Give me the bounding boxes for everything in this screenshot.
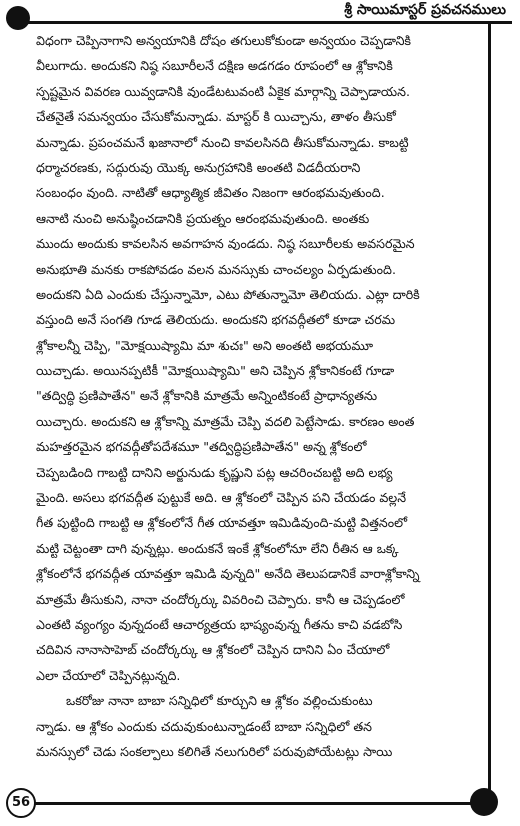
text-line: అనుభూతి మనకు రాకపోవడం వలన మనస్సుకు చాంచల్యం ఏర్పడుతుంది. (36, 261, 396, 277)
text-line: చేతనైతే సమన్వయం చేసుకోమన్నాడు. మాస్టర్ కి యిచ్చాను, తాళం తీసుకో (36, 109, 396, 125)
right-margin-rule (488, 22, 491, 800)
text-line: మైంది. అసలు భగవద్గీత పుట్టుకే అది. ఆ శ్లోకంలో చెప్పిన పని చేయడం వల్లనే (36, 490, 407, 506)
text-line: విధంగా చెప్పినాగాని అన్వయానికి దోషం తగులుకోకుండా అన్వయం చెప్పడానికి (36, 33, 412, 48)
text-line: స్పష్టమైన వివరణ యివ్వడానికి వుండేటటువంటి ఏకైక మార్గాన్ని చెప్పాడాయన. (36, 83, 410, 99)
text-line: న్నాడు. ఆ శ్లోకం ఎందుకు చదువుకుంటున్నాడంటే బాబా సన్నిధిలో తన (36, 718, 373, 734)
body-text (36, 28, 484, 764)
text-line: గీత పుట్టింది గాబట్టి ఆ శ్లోకంలోనే గీత యావత్తూ ఇమిడివుంది-మట్టి విత్తనంలో (36, 515, 408, 531)
text-line: మట్టి చెట్టంతా దాగి వున్నట్లు. అందుకనే ఇంకే శ్లోకంలోనూ లేని రీతిన ఆ ఒక్క (36, 540, 399, 556)
paragraph-first-line: ఒకరోజు నానా బాబా సన్నిధిలో కూర్చుని ఆ శ్లోకం వల్లించుకుంటు (66, 693, 373, 709)
text-line: ఎంతటి వ్యంగ్యం వున్నదంటే ఆచార్యత్రయ భాష్యంవున్న గీతను కాచి వడబోసి (36, 616, 403, 632)
page-number-badge: 56 (6, 788, 36, 818)
text-line: మాత్రమే తీసుకుని, నానా చందోర్కర్కు వివరించి చెప్పారు. కానీ ఆ చెప్పడంలో (36, 591, 405, 607)
text-line: సంబంధం వుంది. నాటితో ఆధ్యాత్మిక జీవితం నిజంగా ఆరంభమవుతుంది. (36, 185, 385, 201)
text-line: వస్తుంది అనే సంగతి గూడ తెలియదు. అందుకని భగవద్గీతలో కూడా చరమ (36, 312, 396, 328)
text-line: ముందు అందుకు కావలసిన అవగాహన వుండదు. నిష్ఠ సబూరీలకు అవసరమైన (36, 236, 415, 252)
text-line: "తద్విద్ధి ప్రణిపాతేన" అనే శ్లోకానికి మాత్రమే అన్నింటికంటే ప్రాధాన్యతను (36, 388, 378, 404)
header-rule (20, 21, 512, 24)
text-line: మన్నాడు. ప్రపంచమనే ఖజానాలో నుంచి కావలసినది తీసుకోమన్నాడు. కాబట్టి (36, 134, 409, 150)
text-line: శ్లోకాలన్నీ చెప్పి, "మోక్షయిష్యామి మా శుచః" అని అంతటి అభయమూ (36, 337, 374, 353)
text-line: యిచ్చాడు. అయినప్పటికీ "మోక్షయిష్యామి" అని చెప్పిన శ్లోకానికంటే గూడా (36, 363, 395, 379)
header-bullet-dot (6, 6, 30, 30)
text-line: ధర్మాచరణకు, సద్గురువు యొక్క అనుగ్రహానికి అంతటి విడదీయరాని (36, 159, 361, 175)
text-line: యిచ్చారు. అందుకని ఆ శ్లోకాన్ని మాత్రమే చెప్పి వదలి పెట్టేసాడు. కారణం అంత (36, 413, 415, 429)
text-line: శ్లోకంలోనే భగవద్గీత యావత్తూ ఇమిడి వున్నది" అనేది తెలుపడానికే వారాశ్లోకాన్ని (36, 566, 420, 582)
footer-bullet-dot (470, 788, 498, 816)
running-title: శ్రీ సాయిమాస్టర్ ప్రవచనములు (344, 2, 506, 18)
text-line: ఆనాటి నుంచి అనుష్ఠించడానికి ప్రయత్నం ఆరంభమవుతుంది. అంతకు (36, 210, 370, 226)
text-line: చదివిన నానాసాహెబ్ చందోర్కర్కు ఆ శ్లోకంలో చెప్పిన దానిని ఏం చేయాలో (36, 642, 390, 658)
text-line: మనస్సులో చెడు సంకల్పాలు కలిగితే నలుగురిలో పరువుపోయేటట్లు సాయి (36, 743, 393, 759)
footer-rule (22, 802, 488, 805)
text-line: ఎలా చేయాలో చెప్పినట్లున్నది. (36, 667, 181, 683)
text-line: చెప్పబడింది గాబట్టి దానిని అర్జునుడు కృష్ణుని పట్ల ఆచరించబట్టి అది లభ్య (36, 464, 393, 480)
text-line: వీలుగాదు. అందుకని నిష్ఠ సబూరీలనే దక్షిణ అడగడం రూపంలో ఆ శ్లోకానికి (36, 58, 393, 74)
text-line: అందుకని ఏది ఎందుకు చేస్తున్నామో, ఎటు పోతున్నామో తెలియదు. ఎట్లా దారికి (36, 286, 420, 302)
text-line: మహత్తరమైన భగవద్గీతోపదేశమూ "తద్విద్ధిప్రణిపాతేన" అన్న శ్లోకంలో (36, 439, 367, 455)
